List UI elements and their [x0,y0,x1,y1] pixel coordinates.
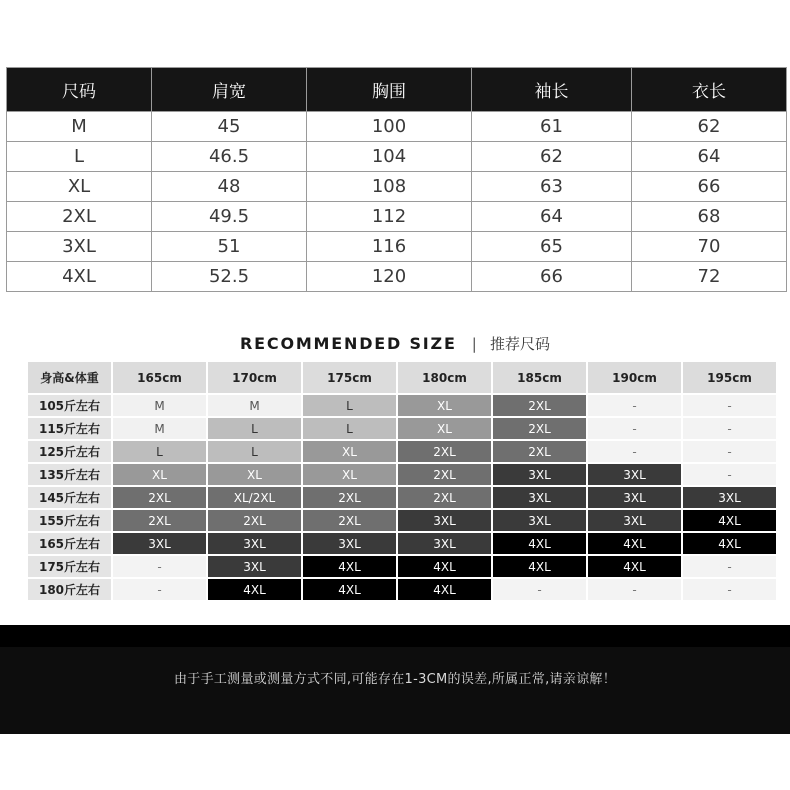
size-cell: 61 [472,112,632,142]
size-cell: L [7,142,152,172]
size-cell: M [7,112,152,142]
size-cell: 52.5 [152,262,307,292]
size-cell: 66 [632,172,787,202]
recommended-size-cell: XL/2XL [208,487,301,508]
recommended-size-cell: 2XL [493,441,586,462]
size-row [7,112,787,142]
recommended-size-cell: L [208,418,301,439]
footer-bar [0,647,790,734]
recommended-size-cell: 3XL [398,533,491,554]
size-cell: XL [7,172,152,202]
size-chart-header-row [7,68,787,112]
recommended-size-cell: 3XL [588,510,681,531]
recommended-size-cell: 4XL [208,579,301,600]
recommended-size-cell: 4XL [588,556,681,577]
weight-row [28,533,776,554]
recommended-size-cell: XL [208,464,301,485]
recommended-size-cell: - [683,418,776,439]
weight-label: 180斤左右 [28,579,111,600]
recommended-size-cell: 4XL [398,579,491,600]
recommended-size-cell: M [113,418,206,439]
size-cell: 65 [472,232,632,262]
size-cell: 45 [152,112,307,142]
recommended-size-cell: 2XL [208,510,301,531]
size-cell: 64 [472,202,632,232]
size-cell: 72 [632,262,787,292]
size-cell: 4XL [7,262,152,292]
recommended-size-cell: 3XL [493,510,586,531]
size-cell: 51 [152,232,307,262]
recommended-size-title [0,333,790,354]
height-header-row [28,362,776,393]
recommended-size-cell: 4XL [493,533,586,554]
header-length: 衣长 [632,68,787,112]
recommended-size-cell: 4XL [493,556,586,577]
recommended-size-cell: 2XL [303,487,396,508]
size-chart-table [6,67,787,292]
recommended-size-cell: - [683,395,776,416]
recommended-size-cell: 4XL [588,533,681,554]
weight-row [28,395,776,416]
recommended-size-cell: XL [398,395,491,416]
title-separator: | [471,335,477,353]
recommended-size-cell: 2XL [398,487,491,508]
size-cell: 116 [307,232,472,262]
recommended-size-cell: 3XL [493,464,586,485]
recommended-size-cell: 2XL [113,510,206,531]
recommended-size-cell: 4XL [398,556,491,577]
size-cell: 66 [472,262,632,292]
recommended-size-cell: 3XL [683,487,776,508]
recommended-size-cell: 4XL [303,556,396,577]
size-cell: 46.5 [152,142,307,172]
recommended-size-cell: M [113,395,206,416]
height-header: 195cm [683,362,776,393]
recommended-size-cell: 2XL [303,510,396,531]
recommended-size-cell: - [683,464,776,485]
size-cell: 3XL [7,232,152,262]
recommended-size-cell: - [588,395,681,416]
recommended-title-en: RECOMMENDED SIZE [240,334,457,353]
recommended-size-cell: 2XL [493,418,586,439]
weight-row [28,441,776,462]
height-header: 180cm [398,362,491,393]
recommended-title-zh: 推荐尺码 [489,335,550,353]
size-cell: 62 [472,142,632,172]
recommended-size-cell: - [493,579,586,600]
recommended-size-cell: 4XL [683,510,776,531]
weight-row [28,556,776,577]
recommended-size-cell: - [588,441,681,462]
weight-label: 165斤左右 [28,533,111,554]
size-row [7,262,787,292]
recommended-size-cell: XL [113,464,206,485]
recommended-size-cell: 3XL [398,510,491,531]
recommended-size-cell: 3XL [303,533,396,554]
recommended-size-cell: 3XL [493,487,586,508]
recommended-size-cell: XL [303,441,396,462]
recommended-size-cell: 4XL [683,533,776,554]
recommended-size-cell: 2XL [398,441,491,462]
recommended-size-cell: L [208,441,301,462]
size-cell: 100 [307,112,472,142]
size-cell: 2XL [7,202,152,232]
recommended-size-cell: - [588,579,681,600]
size-cell: 49.5 [152,202,307,232]
size-cell: 68 [632,202,787,232]
size-cell: 104 [307,142,472,172]
recommended-size-cell: - [683,579,776,600]
height-header: 175cm [303,362,396,393]
weight-label: 105斤左右 [28,395,111,416]
size-cell: 108 [307,172,472,202]
recommended-size-cell: 2XL [493,395,586,416]
size-cell: 64 [632,142,787,172]
recommended-size-cell: - [683,556,776,577]
recommended-size-cell: L [303,395,396,416]
recommended-size-cell: - [683,441,776,462]
header-sleeve: 袖长 [472,68,632,112]
height-header: 170cm [208,362,301,393]
weight-row [28,487,776,508]
weight-label: 155斤左右 [28,510,111,531]
size-cell: 63 [472,172,632,202]
weight-row [28,579,776,600]
recommended-size-cell: L [113,441,206,462]
recommended-size-cell: 3XL [208,533,301,554]
recommended-size-cell: L [303,418,396,439]
recommended-size-cell: 3XL [113,533,206,554]
recommended-size-cell: 3XL [208,556,301,577]
header-shoulder: 肩宽 [152,68,307,112]
weight-label: 135斤左右 [28,464,111,485]
recommended-size-cell: - [113,579,206,600]
corner-label: 身高&体重 [28,362,111,393]
recommended-size-cell: 3XL [588,464,681,485]
size-cell: 70 [632,232,787,262]
size-cell: 48 [152,172,307,202]
weight-row [28,418,776,439]
size-row [7,142,787,172]
weight-label: 175斤左右 [28,556,111,577]
size-row [7,172,787,202]
size-row [7,232,787,262]
size-cell: 120 [307,262,472,292]
recommended-size-cell: - [588,418,681,439]
measurement-error-note: 由于手工测量或测量方式不同,可能存在1-3CM的误差,所属正常,请亲谅解！ [173,672,617,687]
height-header: 185cm [493,362,586,393]
weight-label: 145斤左右 [28,487,111,508]
recommended-size-cell: M [208,395,301,416]
size-row [7,202,787,232]
recommended-size-cell: XL [303,464,396,485]
size-cell: 62 [632,112,787,142]
weight-label: 125斤左右 [28,441,111,462]
recommended-size-cell: 3XL [588,487,681,508]
height-header: 190cm [588,362,681,393]
weight-row [28,464,776,485]
recommended-size-grid [26,360,778,602]
recommended-size-cell: 2XL [113,487,206,508]
recommended-size-cell: XL [398,418,491,439]
header-size: 尺码 [7,68,152,112]
recommended-size-cell: - [113,556,206,577]
height-header: 165cm [113,362,206,393]
recommended-size-cell: 4XL [303,579,396,600]
recommended-size-cell: 2XL [398,464,491,485]
weight-row [28,510,776,531]
header-chest: 胸围 [307,68,472,112]
weight-label: 115斤左右 [28,418,111,439]
size-cell: 112 [307,202,472,232]
